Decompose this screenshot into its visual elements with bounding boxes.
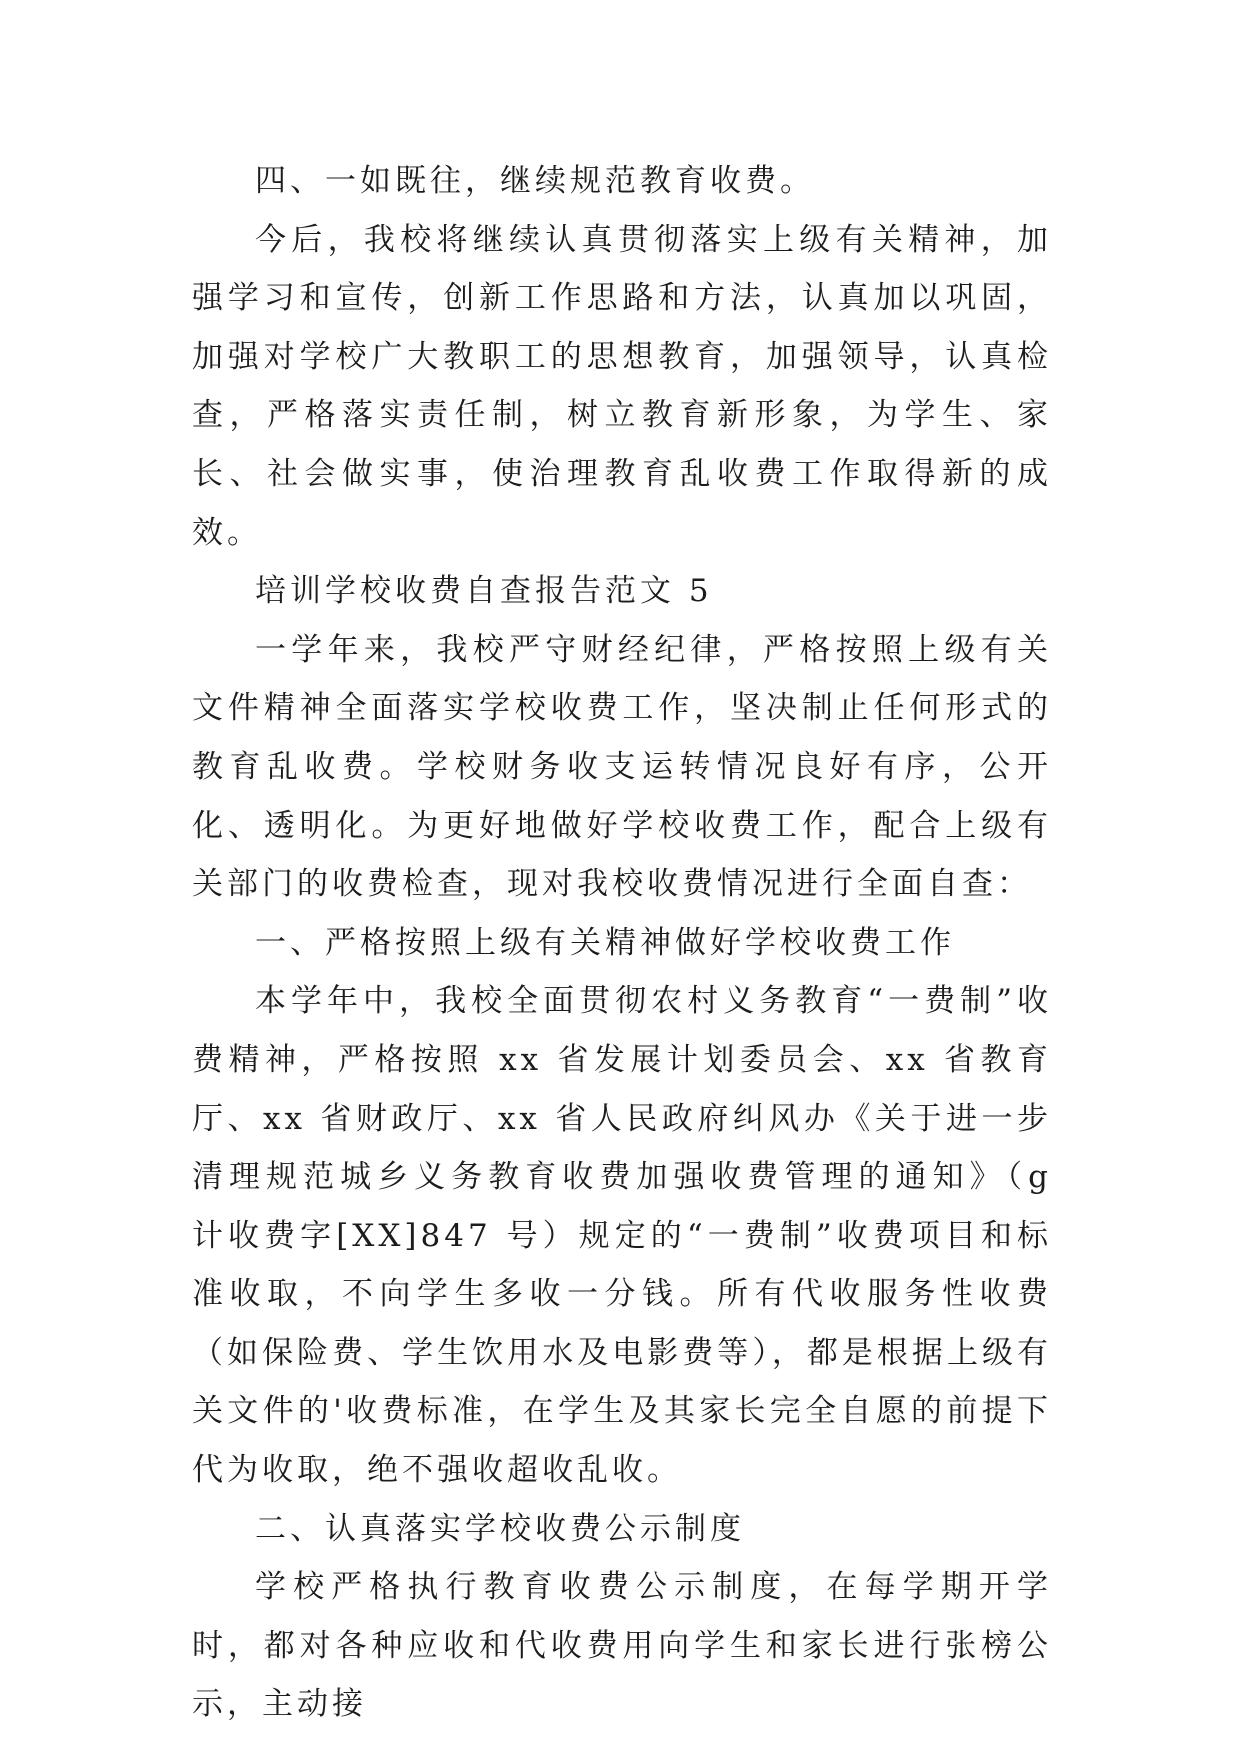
article-title: 培训学校收费自查报告范文 5 — [255, 573, 713, 610]
body-paragraph: 今后，我校将继续认真贯彻落实上级有关精神，加强学习和宣传，创新工作思路和方法，认真加以巩固，加强对学校广大教职工的思想教育，加强领导，认真检查，严格落实责任制，树立教育新形象，为学生、家长、社会做实事，使治理教育乱收费工作取得新的成效。 — [192, 221, 1052, 551]
section-heading-2: 二、认真落实学校收费公示制度 — [255, 1510, 745, 1547]
section-heading-4: 四、一如既往，继续规范教育收费。 — [255, 163, 815, 199]
document-body — [192, 152, 1052, 1734]
body-paragraph: 一学年来，我校严守财经纪律，严格按照上级有关文件精神全面落实学校收费工作，坚决制止任何形式的教育乱收费。学校财务收支运转情况良好有序，公开化、透明化。为更好地做好学校收费工作，配合上级有关部门的收费检查，现对我校收费情况进行全面自查： — [192, 631, 1052, 903]
section-heading-1: 一、严格按照上级有关精神做好学校收费工作 — [255, 924, 955, 961]
body-paragraph: 本学年中，我校全面贯彻农村义务教育“一费制”收费精神，严格按照 xx 省发展计划委员会、xx 省教育厅、xx 省财政厅、xx 省人民政府纠风办《关于进一步清理规范城乡义务教育收费加强收费管理的通知》（g 计收费字[XX]847 号）规定的“一费制”收费项目和标准收取，不向学生多收一分钱。所有代收服务性收费（如保险费、学生饮用水及电影费等），都是根据上级有关文件的'收费标准，在学生及其家长完全自愿的前提下代为收取，绝不强收超收乱收。 — [192, 983, 1052, 1489]
body-paragraph: 学校严格执行教育收费公示制度，在每学期开学时，都对各种应收和代收费用向学生和家长进行张榜公示，主动接 — [192, 1569, 1052, 1723]
